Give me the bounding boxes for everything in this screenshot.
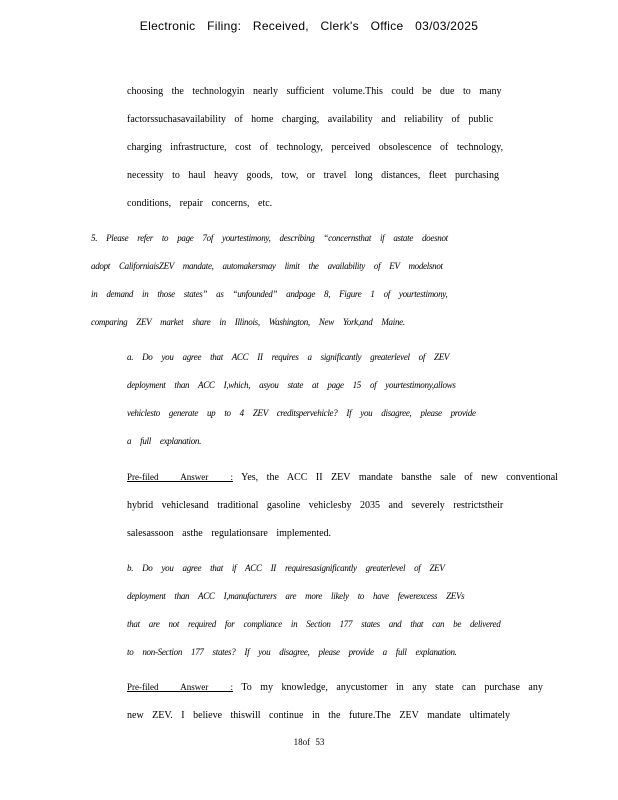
paragraph-line: necessity to haul heavy goods, tow, or travel long distances, fleet purchasing xyxy=(127,170,499,181)
answer-label: Pre-filed Answer : xyxy=(127,472,233,482)
subquestion-line: a full explanation. xyxy=(127,436,202,446)
paragraph-line: choosing the technologyin nearly sufficient volume.This could be due to many xyxy=(127,86,502,97)
subquestion-line: vehiclesto generate up to 4 ZEV creditspervehicle? If you disagree, please provide xyxy=(127,408,476,418)
answer-line: new ZEV. I believe thiswill continue in the future.The ZEV mandate ultimately xyxy=(127,710,511,721)
paragraph-line: charging infrastructure, cost of technology, perceived obsolescence of technology, xyxy=(127,142,504,153)
paragraph-line: factorssuchasavailability of home charging, availability and reliability of public xyxy=(127,114,494,125)
question-line: adopt CaliforniaisZEV mandate, automakersmay limit the availability of EV modelsnot xyxy=(91,261,443,271)
page-number: 18of 53 xyxy=(293,737,325,747)
paragraph-line: conditions, repair concerns, etc. xyxy=(127,198,273,209)
answer-text: Yes, the ACC II ZEV mandate bansthe sale of new conventional xyxy=(241,472,558,483)
subquestion-line: deployment than ACC I,which, asyou state at page 15 of yourtestimony,allows xyxy=(127,380,456,390)
question-line: comparing ZEV market share in Illinois, Washington, New York,and Maine. xyxy=(91,317,405,327)
subquestion-line: to non-Section 177 states? If you disagree, please provide a full explanation. xyxy=(127,647,457,657)
filing-header: Electronic Filing: Received, Clerk's Office 03/03/2025 xyxy=(139,19,479,33)
subquestion-line: deployment than ACC I,manufacturers are more likely to have fewerexcess ZEVs xyxy=(127,591,465,601)
answer-text: To my knowledge, anycustomer in any state can purchase any xyxy=(241,682,543,693)
answer-label: Pre-filed Answer : xyxy=(127,682,233,692)
answer-line xyxy=(127,682,543,693)
answer-line: salesassoon asthe regulationsare implemented. xyxy=(127,528,332,539)
question-line: 5. Please refer to page 7of yourtestimony, describing “concernsthat if astate doesnot xyxy=(91,233,448,243)
subquestion-line: that are not required for compliance in Section 177 states and that can be delivered xyxy=(127,619,501,629)
subquestion-line: a. Do you agree that ACC II requires a significantly greaterlevel of ZEV xyxy=(127,352,450,362)
question-line: in demand in those states” as “unfounded” andpage 8, Figure 1 of yourtestimony, xyxy=(91,289,448,299)
subquestion-line: b. Do you agree that if ACC II requiresasignificantly greaterlevel of ZEV xyxy=(127,563,445,573)
answer-line: hybrid vehiclesand traditional gasoline vehiclesby 2035 and severely restrictstheir xyxy=(127,500,504,511)
answer-line xyxy=(127,472,558,483)
